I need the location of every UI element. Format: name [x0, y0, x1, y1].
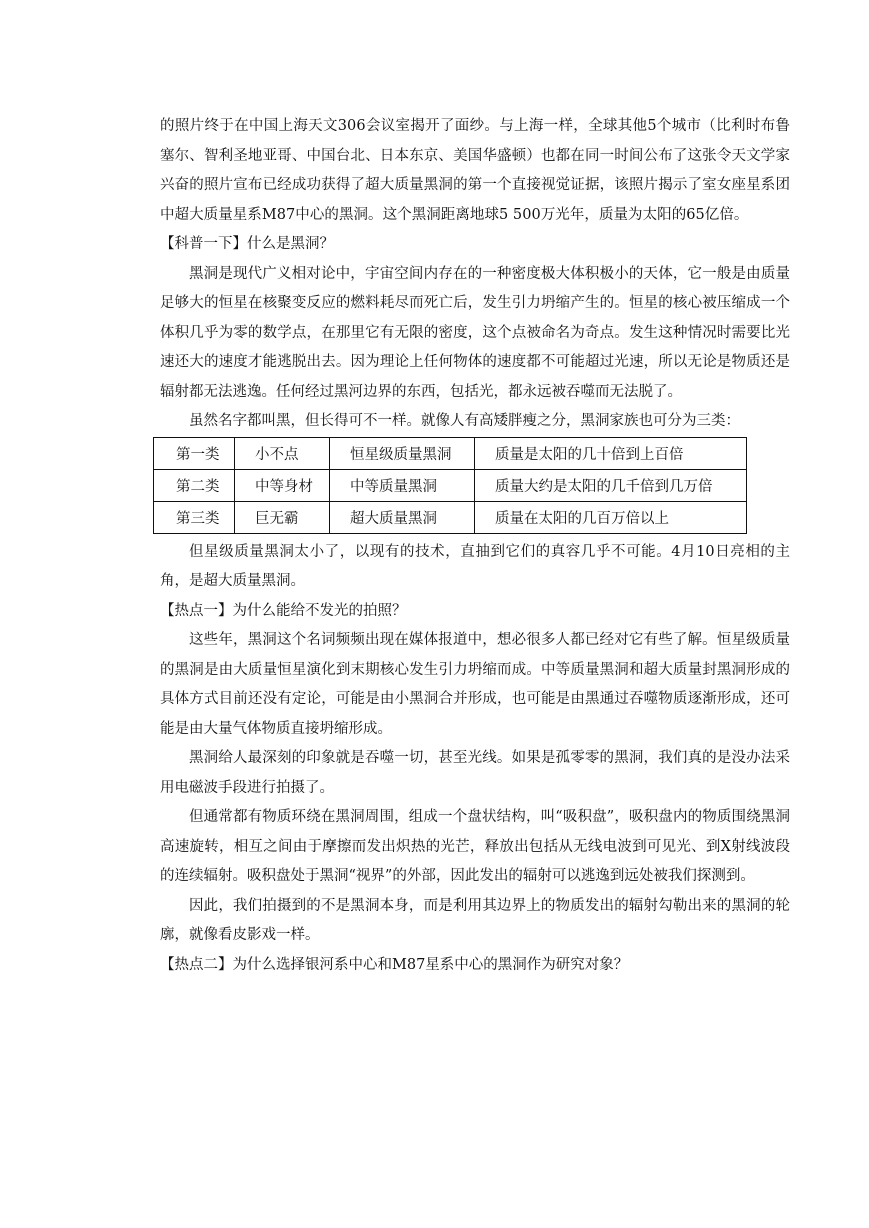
table-cell: 超大质量黑洞: [330, 501, 475, 533]
table-row: [154, 501, 747, 533]
table-cell: 恒星级质量黑洞: [330, 437, 475, 469]
table-row: [154, 469, 747, 501]
table-cell: 质量在太阳的几百万倍以上: [475, 501, 747, 533]
paragraph-what-is-black-hole: 黑洞是现代广义相对论中，宇宙空间内存在的一种密度极大体积极小的天体，它一般是由质量足够大的恒星在核聚变反应的燃料耗尽而死亡后，发生引力坍缩产生的。恒星的核心被压缩成一个体积几乎为零的数学点，在那里它有无限的密度，这个点被命名为奇点。发生这种情况时需要比光速还大的速度才能逃脱出去。因为理论上任何物体的速度都不可能超过光速，所以无论是物质还是辐射都无法逃逸。任何经过黑河边界的东西，包括光，都永远被吞噬而无法脱了。: [160, 265, 790, 400]
paragraph-supermassive-protagonist: 但星级质量黑洞太小了，以现有的技术，直抽到它们的真容几乎不可能。4月10日亮相的主角，是超大质量黑洞。: [160, 543, 790, 589]
document-body: [160, 112, 790, 980]
heading-hotspot-one: 【热点一】为什么能给不发光的拍照？: [160, 602, 407, 619]
paragraph-photo-unveiled: 的照片终于在中国上海天文306会议室揭开了面纱。与上海一样，全球其他5个城市（比利时布鲁塞尔、智利圣地亚哥、中国台北、日本东京、美国华盛顿）也都在同一时间公布了这张令天文学家兴奋的照片宣布已经成功获得了超大质量黑洞的第一个直接视觉证据，该照片揭示了室女座星系团中超大质量星系M87中心的黑洞。这个黑洞距离地球5 500万光年，质量为太阳的65亿倍。: [160, 118, 790, 223]
table-cell: 质量大约是太阳的几千倍到几万倍: [475, 469, 747, 501]
table-cell: 巨无霸: [235, 501, 330, 533]
table-cell: 中等质量黑洞: [330, 469, 475, 501]
heading-hotspot-two: 【热点二】为什么选择银河系中心和M87星系中心的黑洞作为研究对象？: [160, 956, 629, 973]
table-cell: 质量是太阳的几十倍到上百倍: [475, 437, 747, 469]
table-cell: 第三类: [154, 501, 235, 533]
paragraph-accretion-disk: 但通常都有物质环绕在黑洞周围，组成一个盘状结构，叫“吸积盘”，吸积盘内的物质围绕黑洞高速旋转，相互之间由于摩擦而发出炽热的光芒，释放出包括从无线电波到可见光、到X射线波段的连续辐射。吸积盘处于黑洞“视界”的外部，因此发出的辐射可以逃逸到远处被我们探测到。: [160, 809, 790, 884]
paragraph-black-hole-types-intro: 虽然名字都叫黑，但长得可不一样。就像人有高矮胖瘦之分，黑洞家族也可分为三类：: [189, 413, 740, 429]
table-cell: 第一类: [154, 437, 235, 469]
table-cell: 中等身材: [235, 469, 330, 501]
black-hole-types-table: [153, 437, 747, 534]
paragraph-shadow-play: 因此，我们拍摄到的不是黑洞本身，而是利用其边界上的物质发出的辐射勾勒出来的黑洞的轮廓，就像看皮影戏一样。: [160, 897, 790, 943]
paragraph-black-hole-formation: 这些年，黑洞这个名词频频出现在媒体报道中，想必很多人都已经对它有些了解。恒星级质量的黑洞是由大质量恒星演化到末期核心发生引力坍缩而成。中等质量黑洞和超大质量封黑洞形成的具体方式目前还没有定论，可能是由小黑洞合并形成，也可能是由黑通过吞噬物质逐渐形成，还可能是由大量气体物质直接坍缩形成。: [160, 632, 790, 737]
table-row: [154, 437, 747, 469]
paragraph-swallow-everything: 黑洞给人最深刻的印象就是吞噬一切，甚至光线。如果是孤零零的黑洞，我们真的是没办法采用电磁波手段进行拍摄了。: [160, 750, 790, 796]
table-cell: 小不点: [235, 437, 330, 469]
after-table-section: [160, 538, 790, 981]
heading-science-popularization: 【科普一下】什么是黑洞？: [160, 236, 334, 252]
table-cell: 第二类: [154, 469, 235, 501]
